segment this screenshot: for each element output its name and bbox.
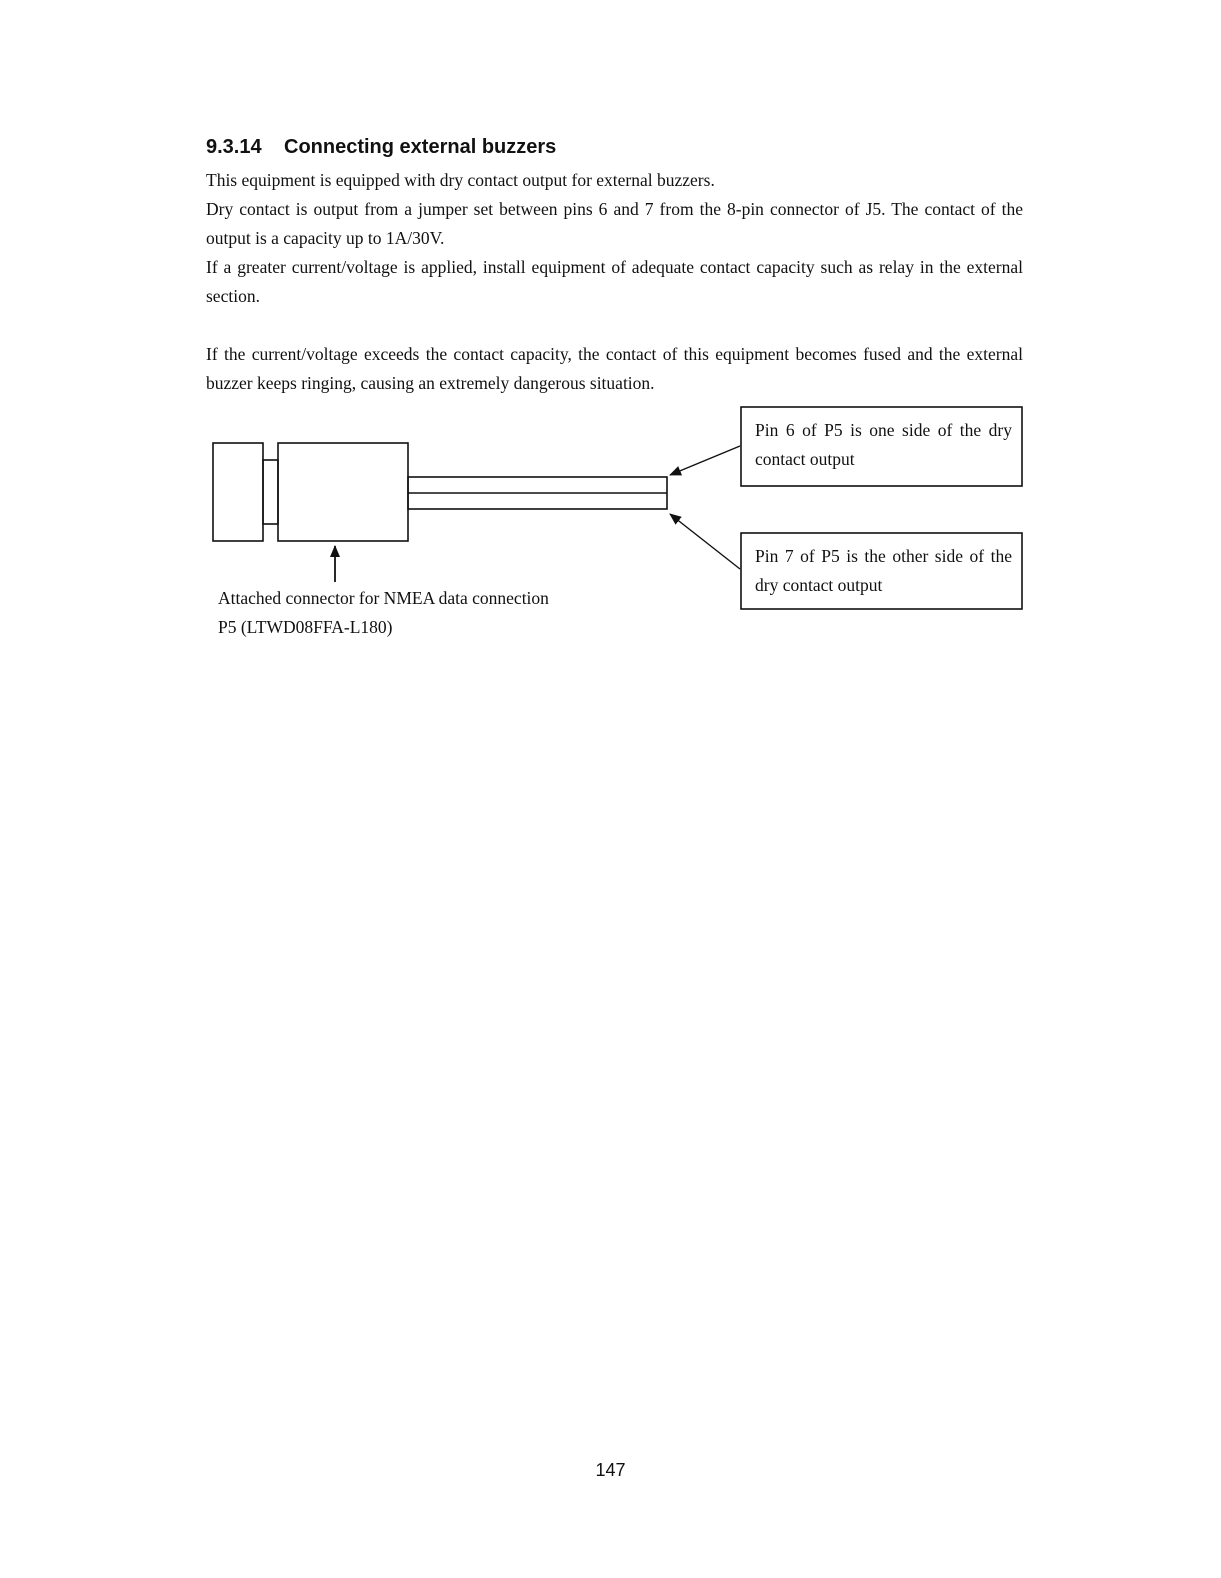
paragraph-warning: If the current/voltage exceeds the contact capacity, the contact of this equipment becomes fused and the external buzzer keeps ringing, causing an extremely dangerous situation.	[206, 344, 1023, 393]
pin7-callout-text: Pin 7 of P5 is the other side of the dry contact output	[755, 546, 1012, 595]
paragraph-dry-contact: Dry contact is output from a jumper set between pins 6 and 7 from the 8-pin connector of J5. The contact of the output is a capacity up to 1A/30V.	[206, 199, 1023, 248]
connector-diagram	[0, 0, 1221, 660]
connector-neck	[263, 460, 278, 524]
connector-plug-block	[213, 443, 263, 541]
paragraph-intro: This equipment is equipped with dry contact output for external buzzers.	[206, 170, 715, 190]
pin6-pointer-arrow	[670, 446, 740, 475]
pin6-callout-text: Pin 6 of P5 is one side of the dry contact output	[755, 420, 1012, 469]
connector-caption-line2: P5 (LTWD08FFA-L180)	[218, 617, 393, 637]
paragraph-relay-advice: If a greater current/voltage is applied, install equipment of adequate contact capacity such as relay in the external section.	[206, 257, 1023, 306]
section-title: Connecting external buzzers	[284, 136, 557, 158]
connector-caption-line1: Attached connector for NMEA data connection	[218, 588, 549, 608]
section-number: 9.3.14	[206, 136, 262, 158]
connector-body	[278, 443, 408, 541]
pin7-pointer-arrow	[670, 514, 740, 569]
page-number: 147	[595, 1460, 626, 1480]
